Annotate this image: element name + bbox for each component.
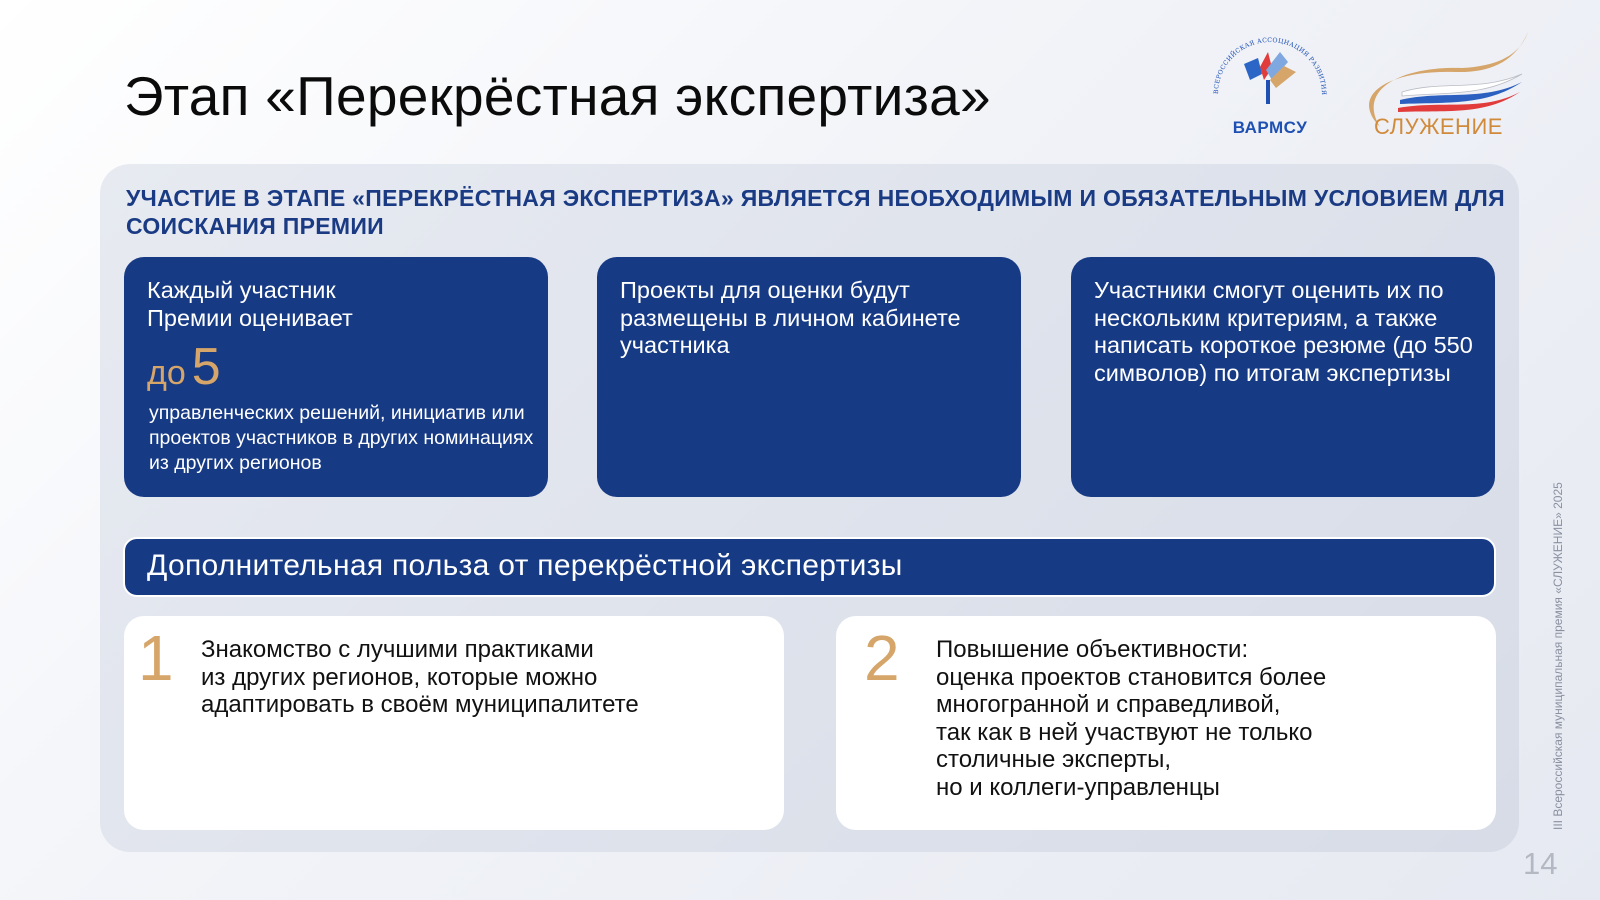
info-card-projects-placement — [597, 257, 1021, 497]
big-number-row — [147, 337, 221, 397]
benefit-number: 2 — [864, 622, 900, 694]
benefit-text: Повышение объективности: оценка проектов становится более многогранной и справедливой, так как в ней участвуют не только столичные эксперты, но и коллеги-управленцы — [936, 636, 1327, 801]
card-text: Участники смогут оценить их по нескольким критериям, а также написать короткое резюме (до 550 символов) по итогам экспертизы — [1094, 277, 1473, 386]
benefit-number: 1 — [138, 622, 174, 694]
card-subtext: управленческих решений, инициатив или проектов участников в других номинациях из других регионов — [149, 402, 534, 474]
big-number: 5 — [191, 338, 221, 396]
varmsu-label: ВАРМСУ — [1232, 118, 1308, 137]
card-text: Проекты для оценки будут размещены в личном кабинете участника — [620, 277, 961, 358]
benefits-banner — [123, 537, 1496, 597]
svg-text:ВСЕРОССИЙСКАЯ АССОЦИАЦИЯ РАЗВИ — [1200, 22, 1327, 95]
card-text: Каждый участник Премии оценивает — [147, 277, 353, 331]
sluzhenie-logo — [1350, 22, 1540, 142]
benefit-text: Знакомство с лучшими практиками из других регионов, которые можно адаптировать в своём муниципалитете — [201, 636, 639, 718]
side-caption: III Всероссийская муниципальная премия «СЛУЖЕНИЕ» 2025 — [1551, 482, 1565, 830]
big-number-prefix: до — [147, 354, 186, 392]
info-card-evaluation-criteria — [1071, 257, 1495, 497]
info-card-evaluation-count — [124, 257, 548, 497]
logos — [1200, 22, 1540, 142]
benefit-card-2 — [836, 616, 1496, 830]
page-title: Этап «Перекрёстная экспертиза» — [124, 65, 991, 127]
panel-heading: УЧАСТИЕ В ЭТАПЕ «ПЕРЕКРЁСТНАЯ ЭКСПЕРТИЗА» ЯВЛЯЕТСЯ НЕОБХОДИМЫМ И ОБЯЗАТЕЛЬНЫМ УСЛОВИЕМ ДЛЯ СОИСКАНИЯ ПРЕМИИ — [126, 185, 1505, 239]
benefit-card-1 — [124, 616, 784, 830]
sluzhenie-label: СЛУЖЕНИЕ — [1374, 114, 1503, 139]
benefits-banner-title: Дополнительная польза от перекрёстной экспертизы — [147, 549, 903, 582]
varmsu-arc-text: ВСЕРОССИЙСКАЯ АССОЦИАЦИЯ РАЗВИТИЯ — [1212, 36, 1328, 96]
varmsu-emblem-icon — [1200, 22, 1340, 122]
page-number: 14 — [1523, 846, 1558, 881]
varmsu-logo — [1200, 22, 1340, 142]
